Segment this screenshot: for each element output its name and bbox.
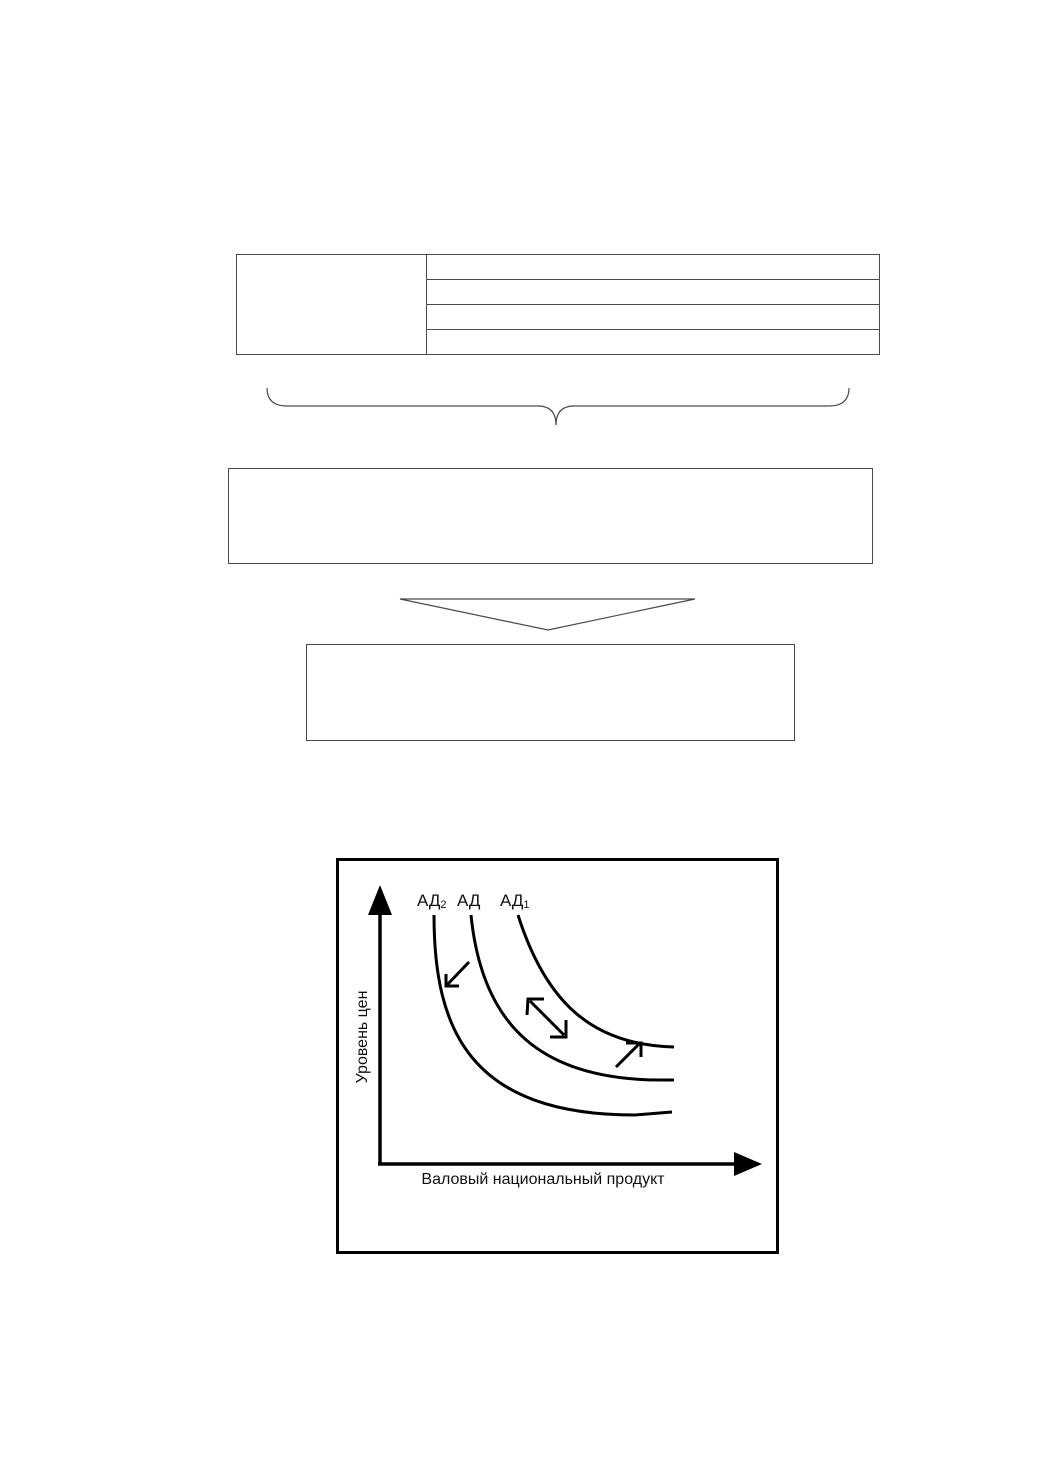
y-axis-label: Уровень цен — [354, 990, 371, 1084]
chart-canvas — [339, 861, 776, 1251]
movement-along-curve-arrow-icon — [527, 999, 566, 1037]
y-axis-arrowhead-icon — [368, 885, 392, 915]
shift-left-arrow-icon — [446, 962, 469, 986]
curve-label-ad2: АД2 — [417, 891, 447, 911]
aggregate-demand-chart — [336, 858, 779, 1254]
result-box — [306, 644, 795, 741]
shift-right-arrow-icon — [616, 1043, 641, 1067]
x-axis-arrowhead-icon — [734, 1152, 762, 1176]
curly-brace-icon — [267, 388, 849, 425]
aggregate-demand-box — [228, 468, 873, 564]
down-triangle-arrow-icon — [400, 599, 695, 630]
curve-label-ad1: АД1 — [500, 891, 530, 911]
curve-ad2 — [434, 915, 672, 1115]
x-axis-label: Валовый национальный продукт — [421, 1171, 665, 1188]
curve-label-ad: АД — [457, 891, 481, 910]
curve-ad1 — [518, 915, 674, 1047]
curve-ad — [471, 915, 674, 1080]
